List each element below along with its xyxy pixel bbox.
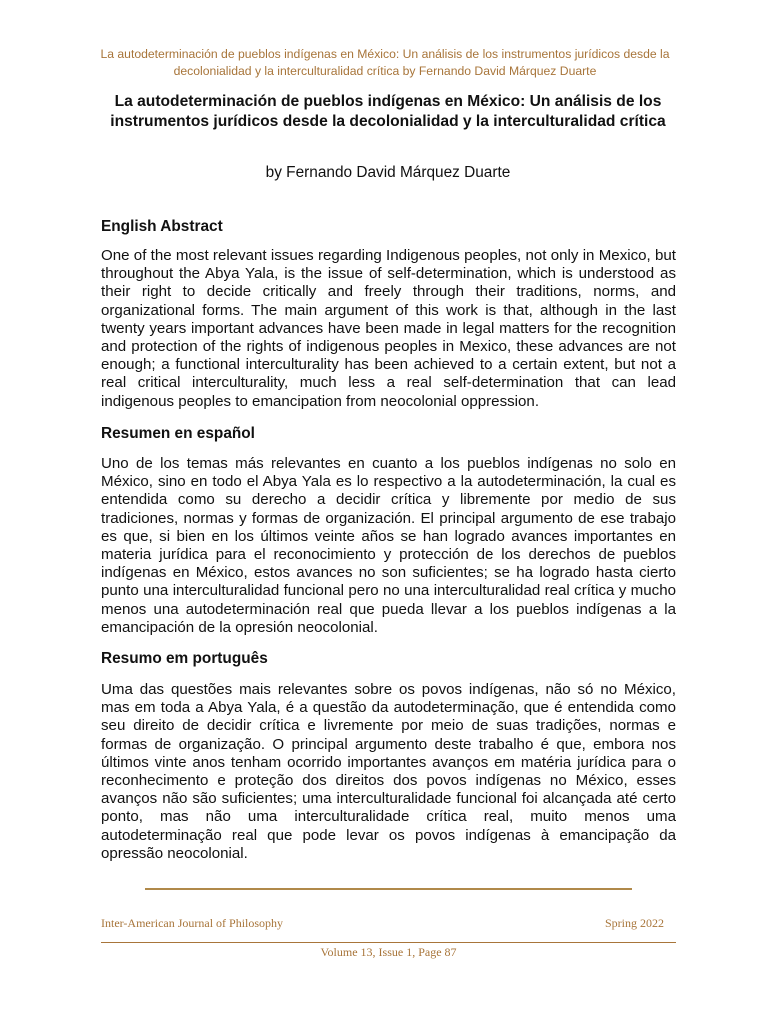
footer-issue-season: Spring 2022 [604, 916, 664, 930]
footer-journal-name: Inter-American Journal of Philosophy [101, 916, 284, 930]
gold-divider [145, 888, 632, 890]
abstract-spanish: Uno de los temas más relevantes en cuanto a los pueblos indígenas no solo en México, sino en todo el Abya Yala es lo respectivo a la autodeterminación, la cual es entendida como su derecho a decidir crítica y libremente por medio de sus tradiciones, normas y formas de organización. El principal argumento de ese trabajo es que, si bien en los últimos veinte años se han logrado avances importantes en materia jurídica para el reconocimiento y protección de los derechos de pueblos indígenas en México, estos avances no son suficientes; se ha logrado hasta cierto punto una interculturalidad funcional pero no una interculturalidad real crítica y mucho menos una autodeterminación real que pueda llevar a los pueblos indígenas a la emancipación de la opresión neocolonial. [101, 455, 676, 636]
article-title: La autodeterminación de pueblos indígenas en México: Un análisis de los instrumentos jurídicos desde la decolonialidad y la interculturalidad crítica [110, 93, 666, 130]
section-heading-portuguese: Resumo em português [101, 650, 268, 667]
footer-divider [101, 942, 676, 943]
abstract-english: One of the most relevant issues regarding Indigenous peoples, not only in Mexico, but throughout the Abya Yala, is the issue of self-determination, which is understood as their right to decide critically and freely through their traditions, norms, and organizational forms. The main argument of this work is that, although in the last twenty years important advances have been made in legal matters for the recognition and protection of the rights of indigenous peoples in Mexico, these advances are not enough; a functional interculturality has been achieved to a certain extent, but not a real critical interculturality, much less a real self-determination that can lead indigenous peoples to emancipation from neocolonial oppression. [101, 247, 676, 410]
abstract-portuguese: Uma das questões mais relevantes sobre os povos indígenas, não só no México, mas em toda a Abya Yala, é a questão da autodeterminação, que é entendida como seu direito de decidir crítica e livremente por meio de suas tradições, normas e formas de organização. O principal argumento deste trabalho é que, embora nos últimos vinte anos tenham ocorrido importantes avanços em matéria jurídica para o reconhecimento e proteção dos direitos dos povos indígenas no México, esses avanços não são suficientes; uma interculturalidade funcional foi alcançada até certo ponto, mas não uma interculturalidade crítica real, muito menos uma autodeterminação real que pode levar os povos indígenas à emancipação da opressão neocolonial. [101, 681, 676, 862]
section-heading-spanish: Resumen en español [101, 425, 255, 442]
section-heading-english: English Abstract [101, 218, 223, 235]
footer-page-info: Volume 13, Issue 1, Page 87 [320, 945, 457, 959]
running-header: La autodeterminación de pueblos indígenas en México: Un análisis de los instrumentos jurídicos desde la decolonialidad y la interculturalidad crítica by Fernando David Márquez Duarte [100, 47, 670, 78]
author-byline: by Fernando David Márquez Duarte [265, 164, 511, 181]
